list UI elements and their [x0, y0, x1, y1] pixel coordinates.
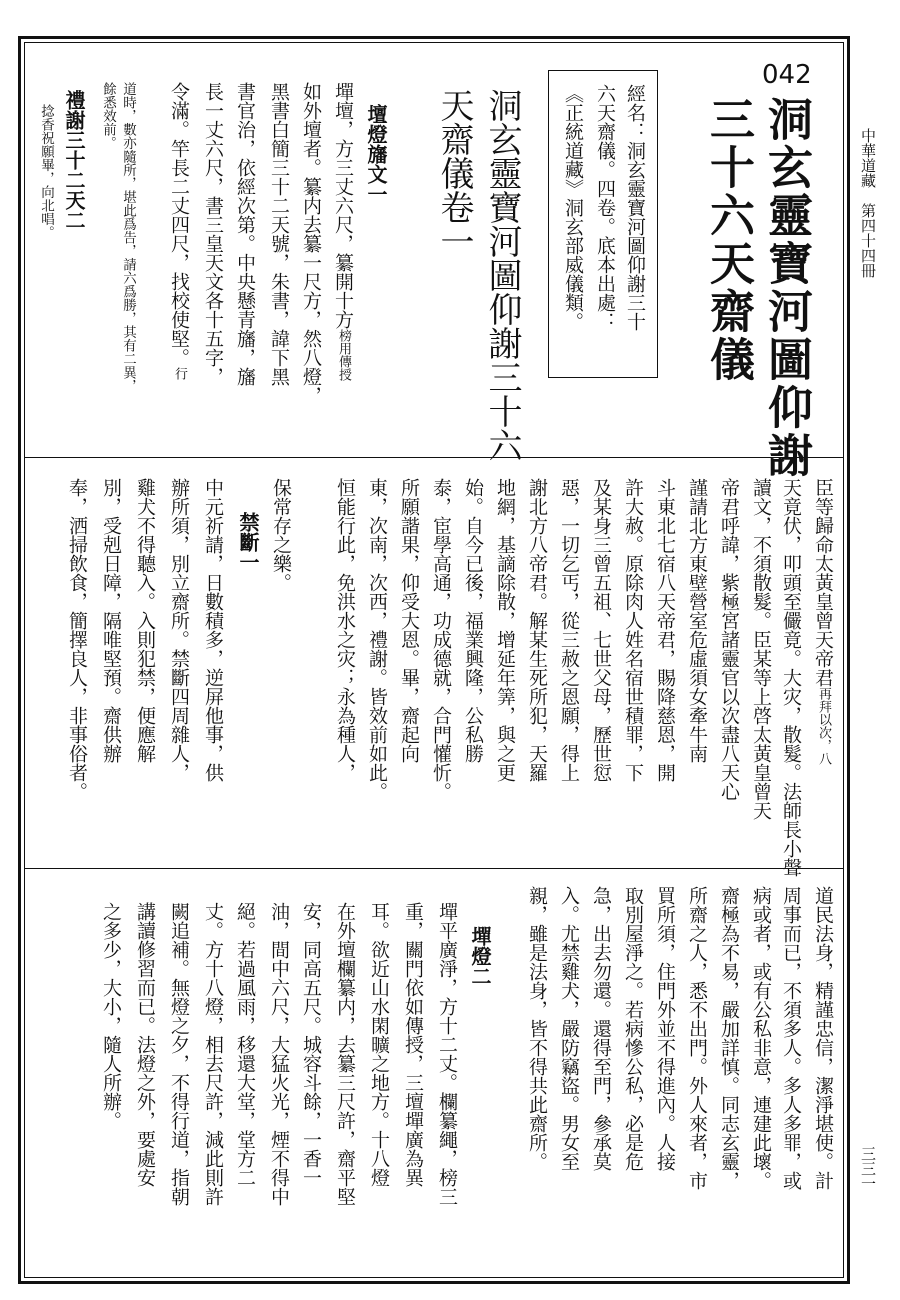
bot-col-3: 病或者，或有公私非意，連建此壞。 [750, 886, 772, 1190]
bot2-col-1: 墠平廣淨，方十二丈。欄纂繩，榜三 [436, 902, 458, 1206]
bot-col-6: 買所須，住門外並不得進內。人接 [654, 886, 676, 1171]
info-line-2: 六天齋儀。四卷。底本出處： [594, 84, 616, 331]
bot2-col-5: 安，同高五尺。城容斗餘，一香一 [300, 902, 322, 1187]
section-divider-1 [24, 457, 844, 458]
scripture-title-line-2: 三十六天齋儀 [702, 96, 755, 384]
top-col-3: 黑書白簡三十二天號，朱書，諱下黑 [268, 82, 290, 386]
section-heading-deng-fan: 壇燈旛文一 [364, 104, 388, 204]
inline-note: 行 [172, 367, 187, 380]
bot2-col-3: 耳。欲近山水閑曠之地方。十八燈 [368, 902, 390, 1187]
mid2-col-2: 辦所須，別立齋所。禁斷四周雜人， [168, 478, 190, 782]
mid-col-15: 東，次南，次西，禮謝。皆效前如此。 [366, 478, 388, 801]
top-small-col-1: 道時，數亦隨所，堪此爲告，請六爲勝，其有二異， [120, 82, 136, 393]
top-col-1: 墠壇，方三丈六尺，纂開十方榜用傳授 [332, 82, 354, 381]
top-col-5: 長一丈六尺，書三皇天文各十五字， [202, 82, 224, 386]
top-col-4: 書官治，依經次第。中央懸青旛，旛 [234, 82, 256, 386]
bot2-col-11: 之多少，大小，隨人所辦。 [100, 902, 122, 1130]
bot2-col-2: 重，關門依如傳授，三壇墠廣為異 [402, 902, 424, 1187]
mid2-col-5: 奉，洒掃飲食，簡擇良人，非事俗者。 [66, 478, 88, 801]
section-divider-2 [24, 868, 844, 869]
section-heading-jin-duan: 禁斷一 [236, 512, 260, 572]
mid-col-6: 斗東北七宿八天帝君，賜降慈恩，開 [654, 478, 676, 782]
bot2-col-7: 絕。若過風雨，移還大堂，堂方二 [234, 902, 256, 1187]
bot2-col-8: 丈。方十八燈，相去尺許，減此則許 [202, 902, 224, 1206]
mid-col-8: 及某身三曾五祖、七世父母，歷世愆 [590, 478, 612, 782]
mid-col-13: 泰，宦學高通，功成德就，合門懽忻。 [430, 478, 452, 801]
top-small-col-2: 餘悉效前。 [100, 82, 116, 150]
bot-col-2: 周事而已，不須多人。多人多罪，或 [780, 886, 802, 1190]
mid-col-1: 臣等歸命太黃皇曾天帝君再拜以次，八 [812, 478, 834, 765]
inline-note: 榜用傳授 [336, 329, 351, 381]
mid2-col-4: 別，受剋日障，隔唯堅預。齋供辦 [100, 478, 122, 763]
info-line-1: 經名：洞玄靈寶河圖仰謝三十 [624, 84, 646, 331]
section-heading-shan-deng: 墠燈二 [468, 926, 492, 986]
volume-title: 中華道藏 第四十四冊 [859, 128, 877, 278]
li-xie-note: 捻香祝願畢，向北唱。 [38, 104, 54, 239]
info-line-3: 《正統道藏》洞玄部威儀類。 [562, 84, 584, 331]
mid2-col-3: 雞犬不得聽入。入則犯禁，便應解 [134, 478, 156, 763]
mid-col-2: 天竟伏，叩頭至儼竟。大灾，散髮。法師長小聲 [780, 478, 802, 877]
bot2-col-9: 闕追補。無燈之夕，不得行道，指朝 [168, 902, 190, 1206]
section-heading-li-xie: 禮謝三十二天二 [62, 90, 86, 230]
inline-note: 再拜以次，八 [816, 687, 831, 765]
mid-col-7: 許大赦。原除肉人姓名宿世積罪，下 [622, 478, 644, 782]
bot-col-9: 入。尤禁雞犬，嚴防竊盜。男女至 [558, 886, 580, 1171]
bot2-col-4: 在外壇欄纂内，去纂三尺許，齋平堅 [334, 902, 356, 1206]
mid-col-14: 所願諧果，仰受大恩。畢，齋起向 [398, 478, 420, 763]
mid-col-17: 保常存之樂。 [270, 478, 292, 592]
bot-col-1: 道民法身，精謹忠信，潔淨堪使。計 [812, 886, 834, 1190]
mid-col-4: 帝君呼諱，紫極宮諸靈官以次盡八天心 [718, 478, 740, 801]
bot2-col-6: 油，間中六尺，大猛火光，煙不得中 [268, 902, 290, 1206]
bot2-col-10: 講讀修習而已。法燈之外，要處安 [134, 902, 156, 1187]
scripture-number: 042 [762, 60, 812, 90]
chapter-title-line-2: 天齋儀卷一 [434, 88, 474, 258]
top-col-2: 如外壇者。纂内去纂一尺方，然八燈， [300, 82, 322, 405]
bot-col-5: 所齋之人，悉不出門。外人來者，市 [686, 886, 708, 1190]
mid-col-12: 始。自今已後，福業興隆，公私勝 [462, 478, 484, 763]
top-col-6: 令滿。竿長二丈四尺，找校使堅。行 [168, 82, 190, 380]
mid-col-10: 謝北方八帝君。解某生死所犯，天羅 [526, 478, 548, 782]
bot-col-4: 齋極為不易，嚴加詳慎。同志玄靈， [718, 886, 740, 1190]
mid-col-9: 惡，一切乞丐，從三赦之恩願，得上 [558, 478, 580, 782]
mid-col-16: 恒能行此，免洪水之灾；永為種人， [334, 478, 356, 782]
bot-col-8: 急，出去勿還。還得至門，參承莫 [590, 886, 612, 1171]
scripture-title-line-1: 洞玄靈寶河圖仰謝 [760, 96, 813, 480]
page-number: 三三一 [859, 1146, 877, 1191]
mid-col-3: 讀文，不須散髮。臣某等上啓太黃皇曾天 [750, 478, 772, 820]
mid-col-5: 謹請北方東壁營室危虛須女牽牛南 [686, 478, 708, 763]
bot-col-10: 親，雖是法身，皆不得共此齋所。 [526, 886, 548, 1171]
mid2-col-1: 中元祈請，日數積多，逆屏他事，供 [202, 478, 224, 782]
bot-col-7: 取別屋淨之。若病慘公私，必是危 [622, 886, 644, 1171]
chapter-title-line-1: 洞玄靈寶河圖仰謝三十六 [482, 88, 522, 462]
mid-col-11: 地網，基謫除散，增延年筭，與之更 [494, 478, 516, 782]
